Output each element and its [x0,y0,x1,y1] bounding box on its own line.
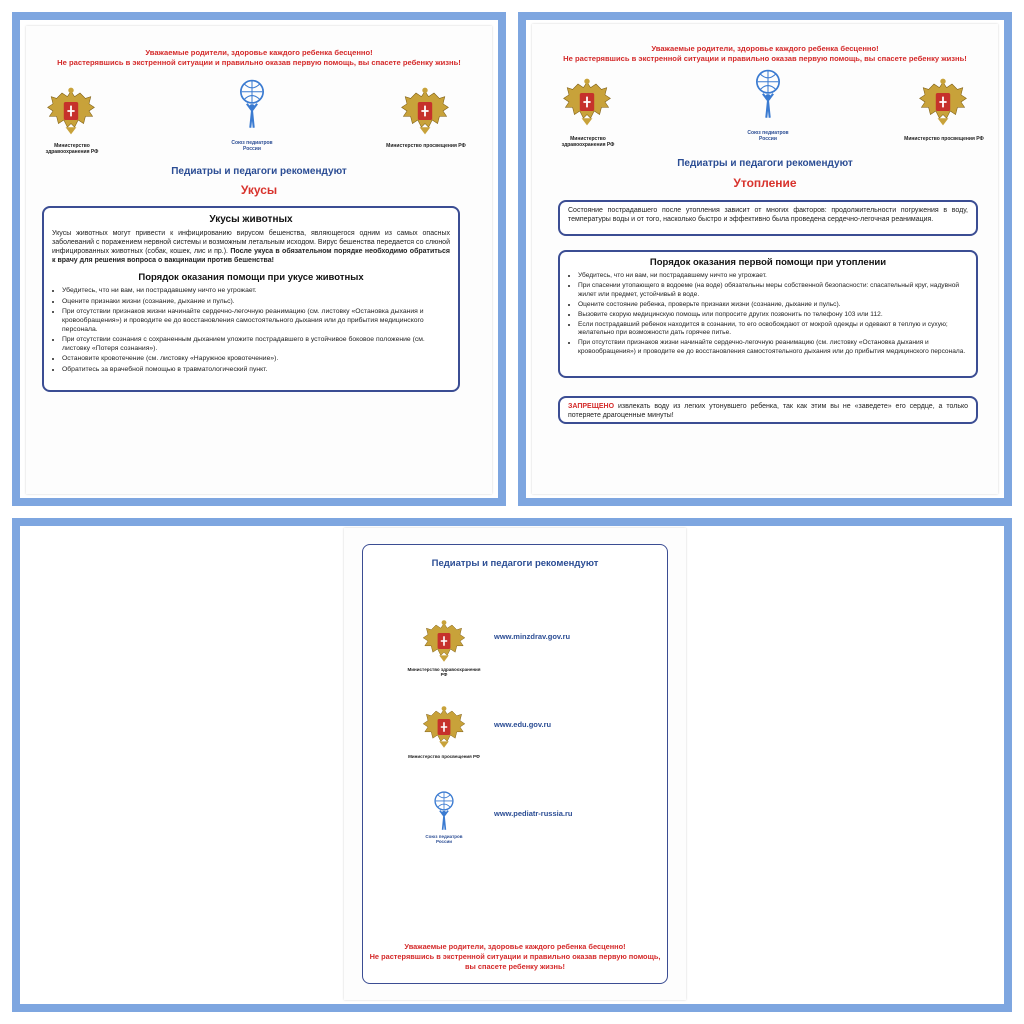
minpros-emblem-icon [398,81,452,141]
page1-paper [26,26,492,494]
bites-steps-list [52,287,450,374]
union-label: Союз педиатров России [747,130,789,142]
bites-box [42,206,460,392]
page3-paper [344,528,686,1000]
page2-header [532,44,998,65]
drowning-steps-title: Порядок оказания первой помощи при утоплении [649,257,887,268]
warning-text: извлекать воду из легких утонувшего ребенка, так как этим вы не «заведете» его сердце, а только потеряете драгоценные минуты! [568,403,968,420]
bites-intro-bold: После укуса в обязательном порядке необходимо обратиться к врачу для решения вопроса о вакцинации против бешенства! [52,248,451,265]
footer-line-1: Уважаемые родители, здоровье каждого ребенка бесценно! [404,942,626,951]
page3-box [362,544,668,984]
edu-url[interactable]: www.edu.gov.ru [494,720,552,729]
drowning-intro-box [558,200,978,236]
bites-box-title: Укусы животных [209,214,293,225]
minzdrav-label: Министерство здравоохранения РФ [407,667,481,678]
minzdrav-label: Министерство здравоохранения РФ [561,136,615,148]
list-item: • Обратитесь за врачебной помощью в травматологический пункт. [62,366,450,375]
minpros-emblem-icon [420,702,468,752]
list-item: • Оцените состояние ребенка, проверьте признаки жизни (сознание, дыхание и пульс). [578,301,968,310]
list-item: • При отсутствии признаков жизни начинайте сердечно-легочную реанимацию (см. листовку «Остановка дыхания и кровообращения») и проводите ее до восстановления самостоятельного дыхания или до прибытия медицинского персонала. [578,339,968,356]
page1-header [26,48,492,69]
recommend-title: Педиатры и педагоги рекомендуют [431,558,599,569]
page1-title: Укусы [240,183,278,197]
drowning-warning-box [558,396,978,424]
union-label: Союз педиатров России [425,834,463,845]
list-item: • Оцените признаки жизни (сознание, дыхание и пульс). [62,298,450,307]
page2-paper [532,24,998,494]
union-logo-icon [430,790,458,838]
minpros-label: Министерство просвещения РФ [408,754,480,759]
list-item: • Если пострадавший ребенок находится в сознании, то его освобождают от мокрой одежды и одевают в теплую и сухую; желательно при возможности дать горячее питье. [578,321,968,338]
list-item: • Остановите кровотечение (см. листовку «Наружное кровотечение»). [62,355,450,364]
header-line-2: Не растерявшись в экстренной ситуации и правильно оказав первую помощь, вы спасете ребенку жизнь! [563,54,967,64]
header-line-1: Уважаемые родители, здоровье каждого ребенка бесценно! [651,44,879,53]
page2-title: Утопление [733,176,797,190]
footer-line-2: Не растерявшись в экстренной ситуации и правильно оказав первую помощь, [369,951,661,961]
union-label: Союз педиатров России [231,140,273,152]
list-item: • Вызовите скорую медицинскую помощь или попросите других позвонить по телефону 103 или 112. [578,311,968,320]
minzdrav-emblem-icon [44,81,98,141]
minzdrav-emblem-icon [420,616,468,666]
minzdrav-emblem-icon [560,72,614,132]
list-item: • При спасении утопающего в водоеме (на воде) обязательны меры собственной безопасности: спасательный круг, надувной жилет или предмет, устойчивый в воде. [578,282,968,299]
header-line-2: Не растерявшись в экстренной ситуации и правильно оказав первую помощь, вы спасете ребенку жизнь! [57,58,461,68]
minpros-label: Министерство просвещения РФ [904,136,984,142]
list-item: • При отсутствии признаков жизни начинайте сердечно-легочную реанимацию (см. листовку «Остановка дыхания и кровообращения») и проводите ее до восстановления самостоятельного дыхания или до прибытия медицинского персонала. [62,308,450,334]
minzdrav-url[interactable]: www.minzdrav.gov.ru [494,632,571,641]
recommend-title: Педиатры и педагоги рекомендуют [677,158,853,169]
bites-steps-title: Порядок оказания помощи при укусе животных [138,272,364,284]
minpros-label: Министерство просвещения РФ [386,143,466,149]
bites-intro-text: Укусы животных могут привести к инфицированию вирусом бешенства, являющегося одним из самых опасных заболеваний с поражением нервной системы и возможным летальным исходом. Вирус бешенства передается со слюной инфицированных животных (собак, кошек, лис и пр.). [52,230,450,256]
list-item: • Убедитесь, что ни вам, ни пострадавшему ничто не угрожает. [578,272,968,281]
minzdrav-label: Министерство здравоохранения РФ [45,143,99,155]
pediatr-url[interactable]: www.pediatr-russia.ru [494,809,573,818]
list-item: • При отсутствии сознания с сохраненным дыханием уложите пострадавшего в устойчивое боковое положение (см. листовку «Потеря сознания»). [62,336,450,354]
list-item: • Убедитесь, что ни вам, ни пострадавшему ничто не угрожает. [62,287,450,296]
recommend-title: Педиатры и педагоги рекомендуют [171,166,347,177]
drowning-steps-box [558,250,978,378]
warning-strong: ЗАПРЕЩЕНО [568,403,615,410]
page3-footer [344,942,686,972]
drowning-warning [568,402,968,420]
drowning-intro: Состояние пострадавшего после утопления зависит от многих факторов: продолжительности погружения в воду, температуры воды и от того, насколько быстро и эффективно была проведена сердечно-легочная реанимация. [568,207,968,224]
footer-line-3: вы спасете ребенку жизнь! [465,961,565,971]
bites-intro [52,229,450,265]
union-logo-icon [234,78,270,138]
drowning-steps-list [568,272,968,357]
header-line-1: Уважаемые родители, здоровье каждого ребенка бесценно! [145,48,373,57]
minpros-emblem-icon [916,72,970,132]
union-logo-icon [750,68,786,128]
